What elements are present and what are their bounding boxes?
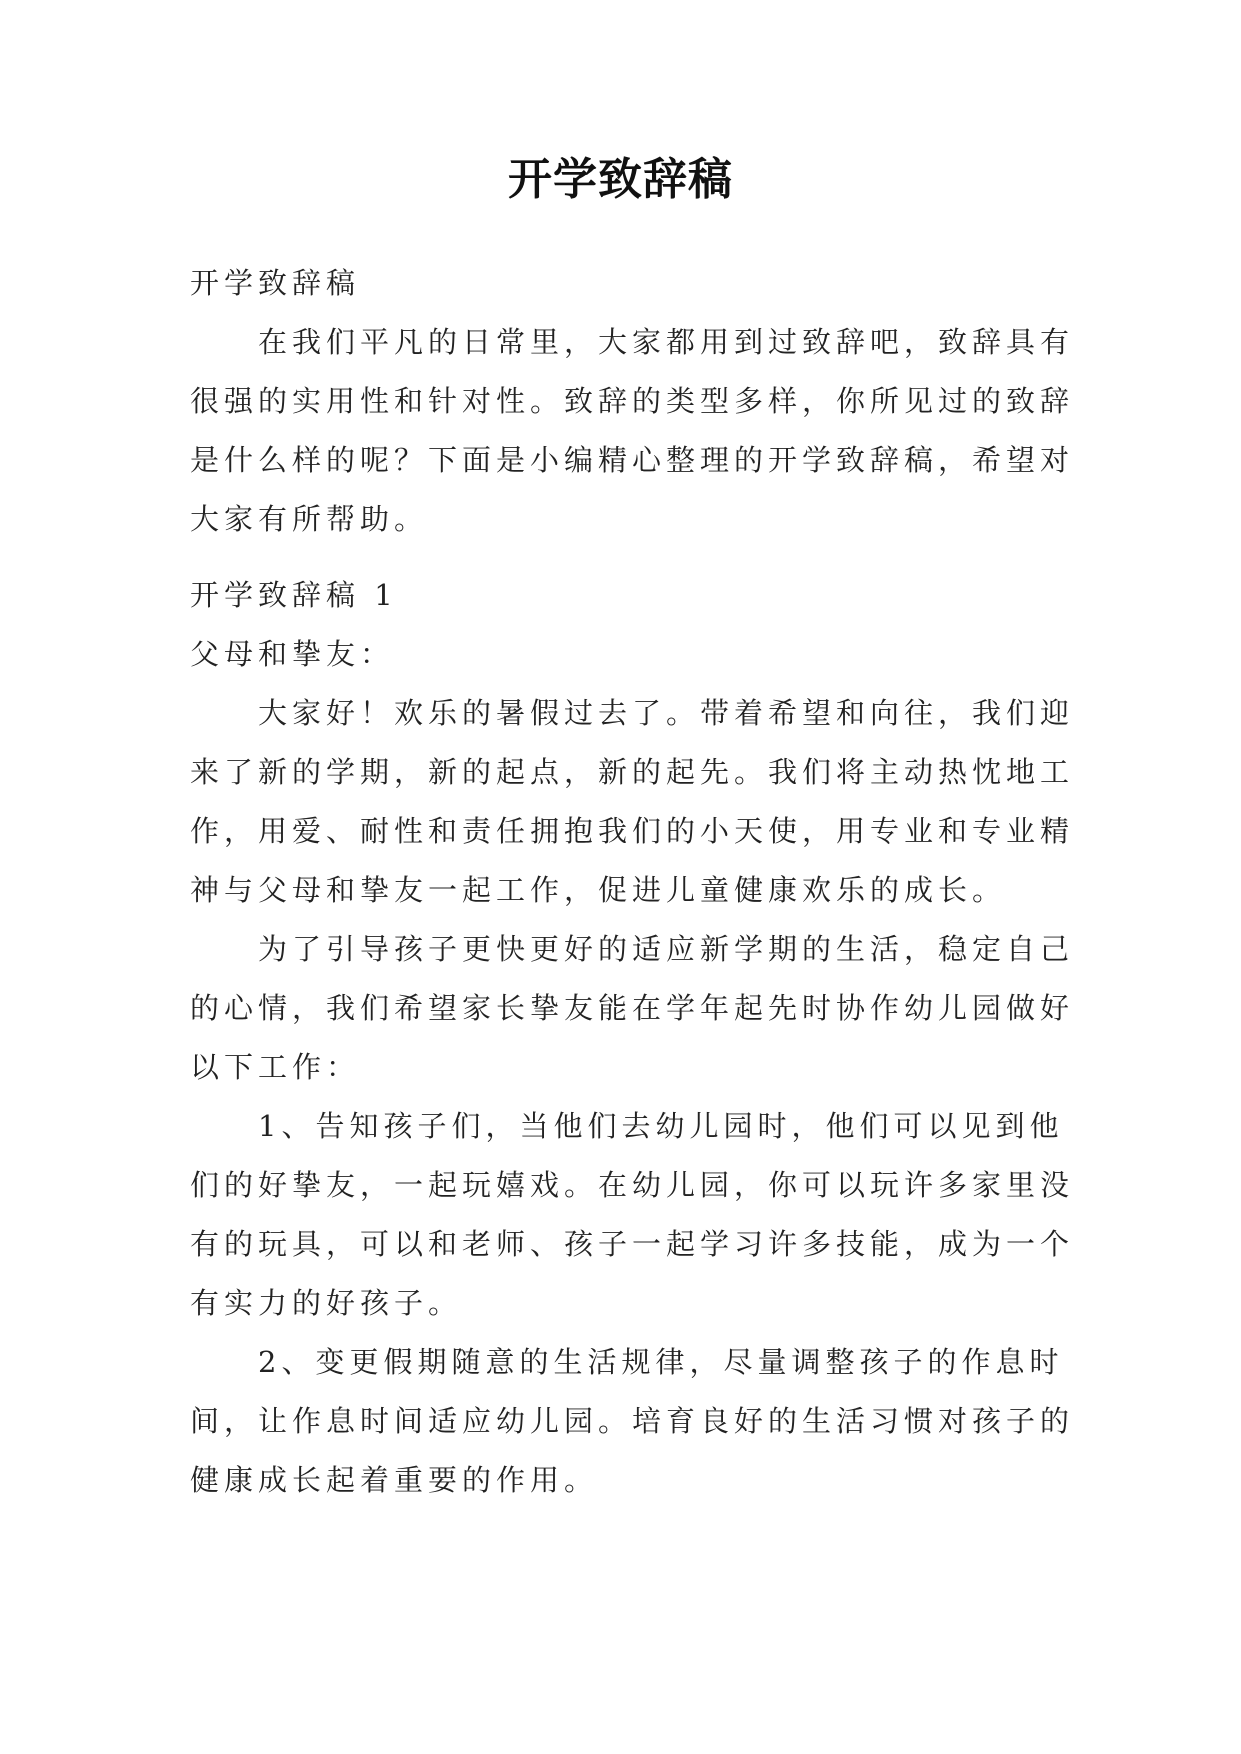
paragraph-line: 以下工作： [190, 1050, 361, 1084]
paragraph-line: 的心情，我们希望家长挚友能在学年起先时协作幼儿园做好 [190, 991, 1075, 1025]
paragraph-line: 大家好！欢乐的暑假过去了。带着希望和向往，我们迎 [258, 696, 1075, 730]
intro-line: 很强的实用性和针对性。致辞的类型多样，你所见过的致辞 [190, 384, 1075, 418]
section-heading: 开学致辞稿 1 [190, 578, 398, 612]
paragraph-line: 为了引导孩子更快更好的适应新学期的生活，稳定自己 [258, 932, 1075, 966]
document-title: 开学致辞稿 [508, 154, 733, 205]
salutation: 父母和挚友： [190, 637, 395, 671]
intro-line: 是什么样的呢？下面是小编精心整理的开学致辞稿，希望对 [190, 443, 1075, 477]
paragraph-line: 们的好挚友，一起玩嬉戏。在幼儿园，你可以玩许多家里没 [190, 1168, 1075, 1202]
paragraph-line: 作，用爱、耐性和责任拥抱我们的小天使，用专业和专业精 [190, 814, 1075, 848]
intro-heading: 开学致辞稿 [190, 266, 361, 300]
intro-section [190, 254, 1075, 549]
paragraph-line: 1、告知孩子们，当他们去幼儿园时，他们可以见到他 [258, 1109, 1064, 1143]
intro-line: 在我们平凡的日常里，大家都用到过致辞吧，致辞具有 [258, 325, 1075, 359]
paragraph-line: 有的玩具，可以和老师、孩子一起学习许多技能，成为一个 [190, 1227, 1075, 1261]
paragraph-line: 2、变更假期随意的生活规律，尽量调整孩子的作息时 [258, 1345, 1064, 1379]
paragraph-line: 间，让作息时间适应幼儿园。培育良好的生活习惯对孩子的 [190, 1404, 1075, 1438]
paragraph-line: 有实力的好孩子。 [190, 1286, 463, 1320]
section-1 [190, 566, 1075, 1510]
paragraph-line: 健康成长起着重要的作用。 [190, 1463, 599, 1497]
intro-line: 大家有所帮助。 [190, 502, 429, 536]
paragraph-line: 来了新的学期，新的起点，新的起先。我们将主动热忱地工 [190, 755, 1075, 789]
paragraph-line: 神与父母和挚友一起工作，促进儿童健康欢乐的成长。 [190, 873, 1007, 907]
